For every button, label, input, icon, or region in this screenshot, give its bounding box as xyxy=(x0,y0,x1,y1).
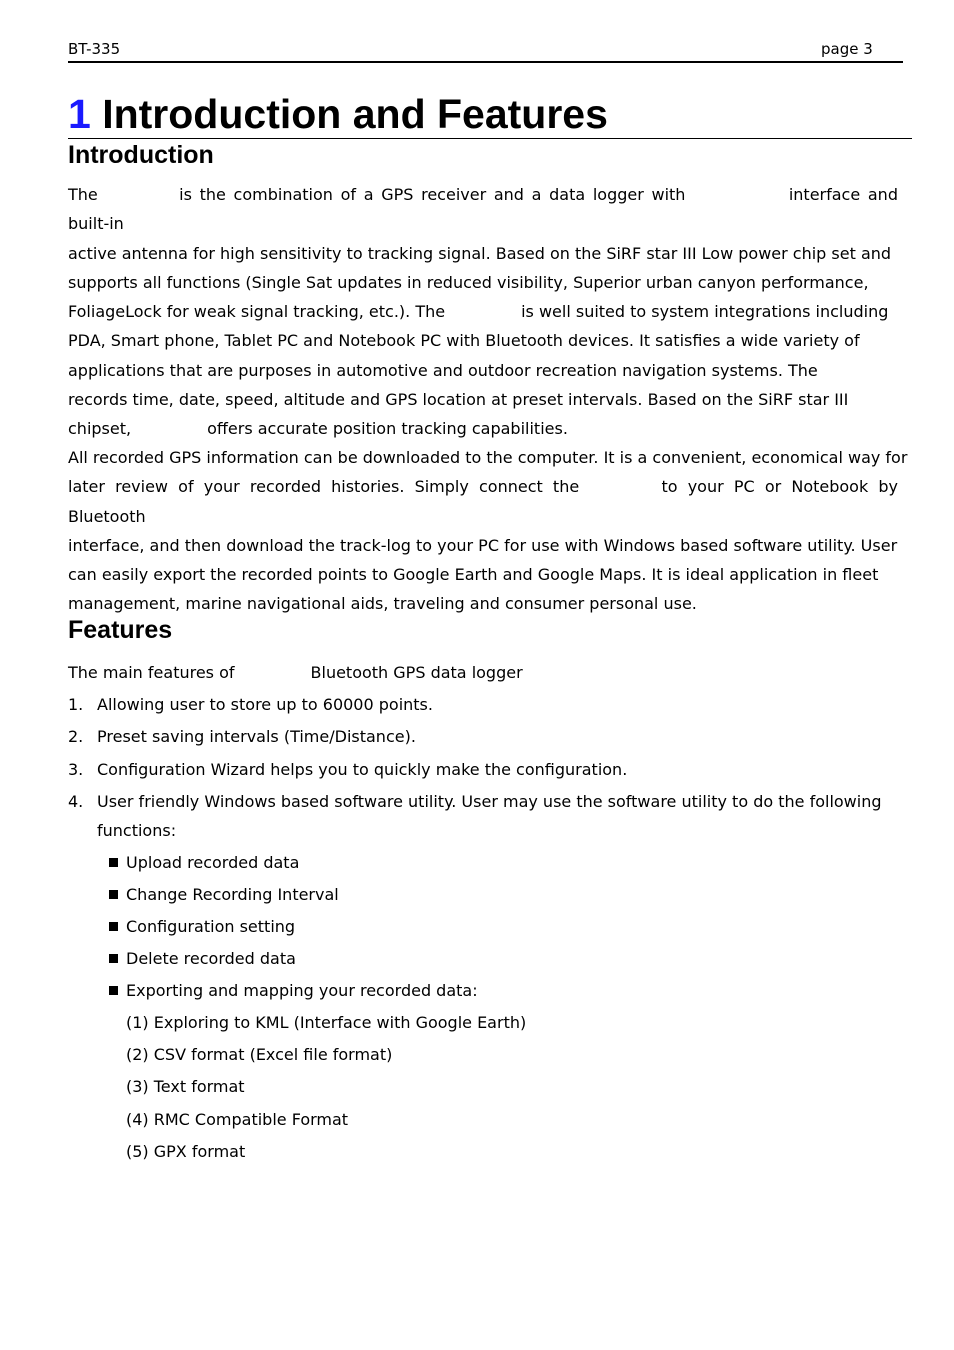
introduction-heading: Introduction xyxy=(68,141,214,169)
list-item: Exporting and mapping your recorded data: xyxy=(108,976,478,1008)
features-list xyxy=(68,690,898,849)
paragraph-line: later review of your recorded histories. Simply connect the to your PC or Notebook by Bluetooth xyxy=(68,477,899,526)
square-bullet-icon xyxy=(109,954,118,963)
paragraph-line: chipset, offers accurate position tracking capabilities. xyxy=(68,419,568,439)
paragraph-line: The is the combination of a GPS receiver and a data logger with interface and built-in xyxy=(68,185,898,234)
square-bullet-icon xyxy=(109,986,118,995)
paragraph-line: All recorded GPS information can be downloaded to the computer. It is a convenient, economical way for xyxy=(68,448,908,467)
list-item: 1. Allowing user to store up to 60000 points. xyxy=(68,695,433,714)
list-item: 4. User friendly Windows based software utility. User may use the software utility to do the following functions: xyxy=(68,792,882,841)
chapter-title xyxy=(68,90,912,139)
list-item: Delete recorded data xyxy=(108,944,478,976)
list-item: 2. Preset saving intervals (Time/Distance). xyxy=(68,727,416,747)
list-item: Change Recording Interval xyxy=(108,880,478,912)
features-lead: The main features of Bluetooth GPS data logger xyxy=(68,663,523,682)
list-item: (5) GPX format xyxy=(126,1141,246,1161)
paragraph-line: applications that are purposes in automotive and outdoor recreation navigation systems. The xyxy=(68,360,818,380)
features-heading: Features xyxy=(68,616,173,644)
chapter-title-text: Introduction and Features xyxy=(102,91,608,137)
chapter-number: 1 xyxy=(68,91,91,137)
list-item: Configuration setting xyxy=(108,912,478,944)
paragraph-line: supports all functions (Single Sat updates in reduced visibility, Superior urban canyon performance, xyxy=(68,272,869,292)
export-formats-list xyxy=(126,1008,526,1169)
utility-functions-list xyxy=(108,848,478,1008)
paragraph-line: PDA, Smart phone, Tablet PC and Notebook PC with Bluetooth devices. It satisfies a wide variety of xyxy=(68,331,860,351)
paragraph-line: management, marine navigational aids, traveling and consumer personal use. xyxy=(68,594,697,614)
list-item: 3. Configuration Wizard helps you to quickly make the configuration. xyxy=(68,759,628,779)
paragraph-line: can easily export the recorded points to Google Earth and Google Maps. It is ideal application in fleet xyxy=(68,565,879,585)
square-bullet-icon xyxy=(109,922,118,931)
list-item: Upload recorded data xyxy=(108,848,478,880)
list-item: (3) Text format xyxy=(126,1077,245,1097)
paragraph-line: records time, date, speed, altitude and GPS location at preset intervals. Based on the SiRF star III xyxy=(68,390,849,410)
running-header xyxy=(68,38,903,63)
introduction-paragraph-1 xyxy=(68,180,898,444)
paragraph-line: FoliageLock for weak signal tracking, etc.). The is well suited to system integrations including xyxy=(68,302,889,322)
paragraph-line: active antenna for high sensitivity to tracking signal. Based on the SiRF star III Low power chip set and xyxy=(68,243,892,263)
square-bullet-icon xyxy=(109,858,118,867)
page-number: page 3 xyxy=(821,40,873,58)
list-item: (4) RMC Compatible Format xyxy=(126,1109,349,1129)
list-item: (2) CSV format (Excel file format) xyxy=(126,1045,393,1065)
introduction-paragraph-2 xyxy=(68,443,908,619)
square-bullet-icon xyxy=(109,890,118,899)
paragraph-line: interface, and then download the track-log to your PC for use with Windows based software utility. User xyxy=(68,535,898,555)
list-item: (1) Exploring to KML (Interface with Google Earth) xyxy=(126,1013,527,1032)
document-id: BT-335 xyxy=(68,40,121,58)
